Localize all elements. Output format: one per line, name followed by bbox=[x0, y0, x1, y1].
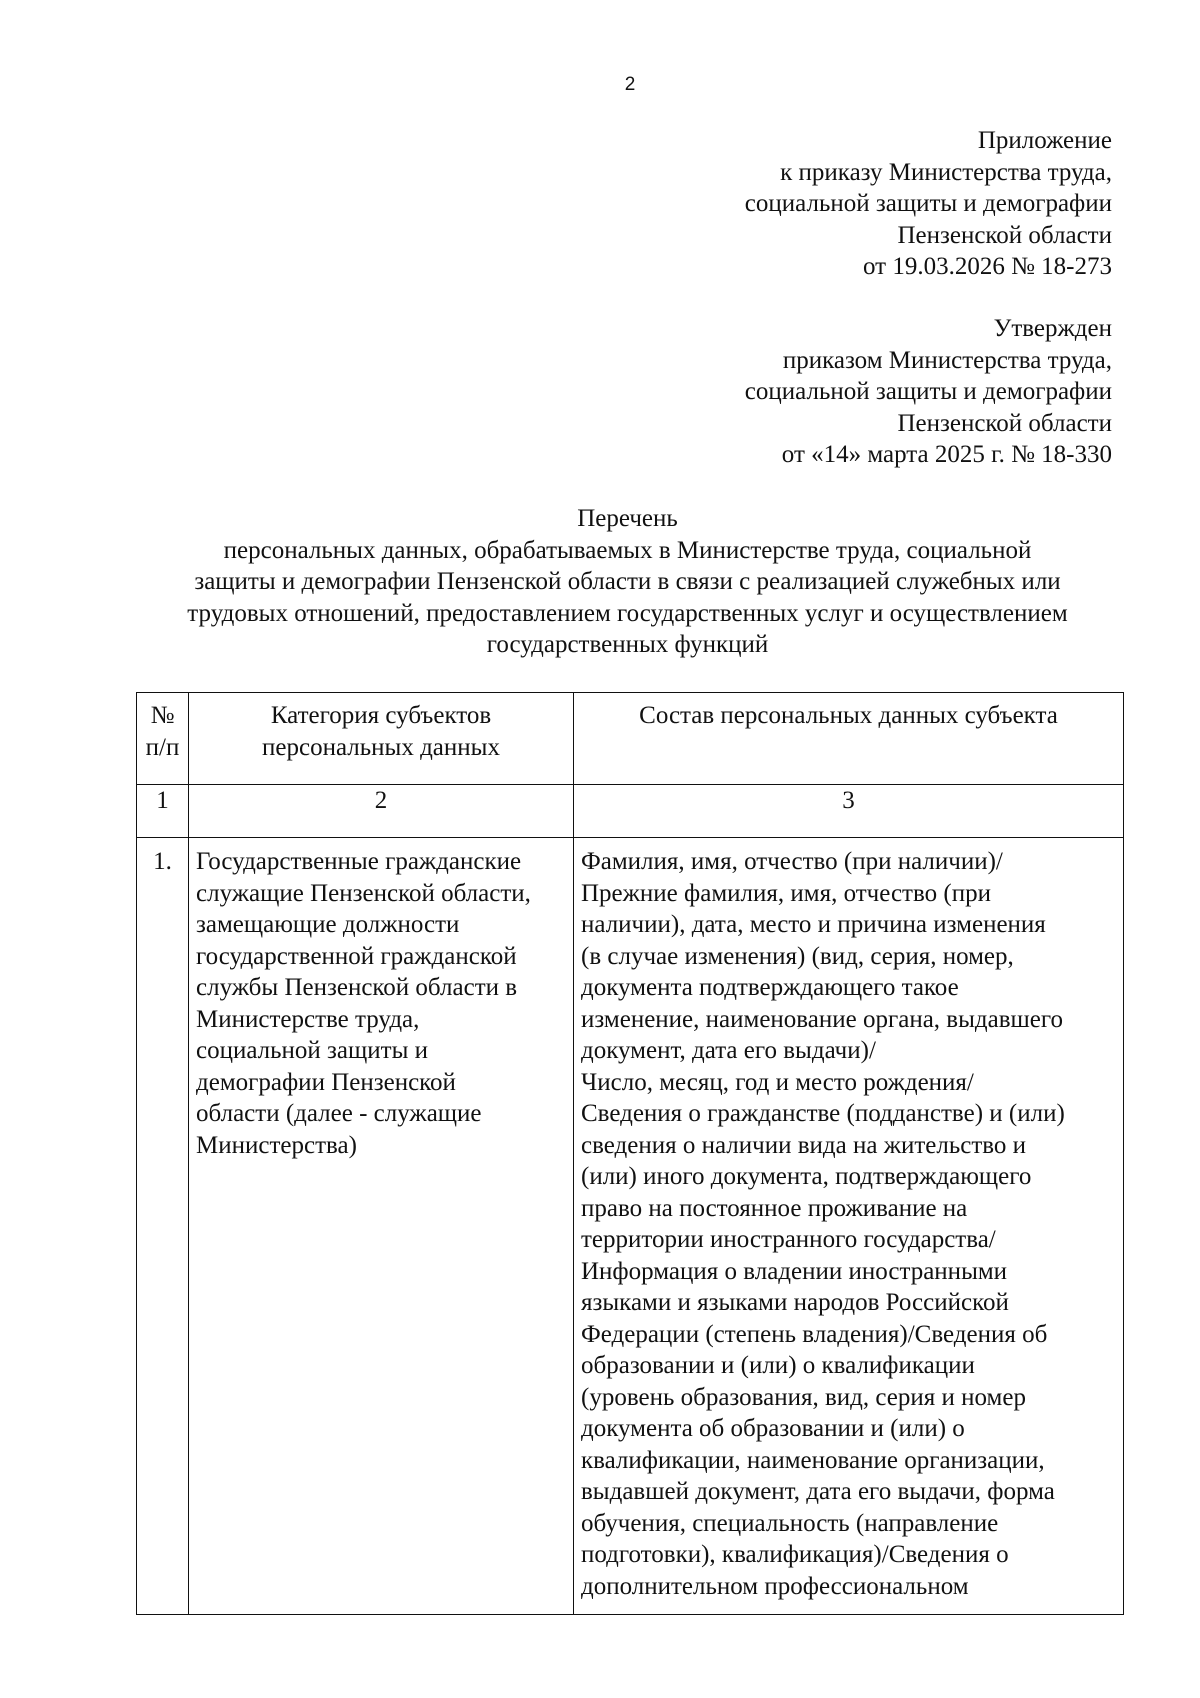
personal-data-table bbox=[136, 692, 1124, 1615]
appendix-line: от 19.03.2026 № 18-273 bbox=[862, 253, 1112, 280]
category-line: служащие Пензенской области, bbox=[196, 879, 531, 907]
composition-line: территории иностранного государства/ bbox=[581, 1226, 996, 1253]
composition-line: документ, дата его выдачи)/ bbox=[581, 1037, 876, 1064]
composition-line: обучения, специальность (направление bbox=[581, 1509, 999, 1537]
category-line: замещающие должности bbox=[196, 911, 460, 938]
composition-line: дополнительном профессиональном bbox=[581, 1572, 969, 1600]
composition-line: квалификации, наименование организации, bbox=[581, 1446, 1045, 1474]
category-line: Министерстве труда, bbox=[196, 1005, 420, 1033]
composition-line: языками и языками народов Российской bbox=[581, 1289, 1009, 1316]
header-category-line: Категория субъектов bbox=[270, 702, 492, 729]
title-line: государственных функций bbox=[486, 631, 769, 658]
composition-line: подготовки), квалификация)/Сведения о bbox=[581, 1541, 1009, 1568]
composition-line: Число, месяц, год и место рождения/ bbox=[581, 1068, 974, 1096]
approved-line: Утвержден bbox=[993, 315, 1112, 342]
composition-line: (уровень образования, вид, серия и номер bbox=[581, 1383, 1026, 1411]
column-number: 3 bbox=[574, 785, 1124, 838]
column-number-row bbox=[137, 785, 1124, 838]
composition-line: Фамилия, имя, отчество (при наличии)/ bbox=[581, 848, 1003, 875]
approved-line: приказом Министерства труда, bbox=[782, 346, 1112, 374]
title-line: Перечень bbox=[577, 505, 678, 532]
composition-line: право на постоянное проживание на bbox=[581, 1194, 968, 1222]
appendix-line: Пензенской области bbox=[897, 221, 1112, 249]
composition-line: образовании и (или) о квалификации bbox=[581, 1352, 975, 1379]
row-composition bbox=[574, 838, 1124, 1615]
composition-line: документа подтверждающего такое bbox=[581, 974, 959, 1001]
approved-line: от «14» марта 2025 г. № 18-330 bbox=[781, 441, 1112, 468]
appendix-block bbox=[745, 125, 1112, 283]
header-category-line: персональных данных bbox=[262, 733, 500, 761]
composition-line: наличии), дата, место и причина изменения bbox=[581, 911, 1046, 938]
composition-line: (или) иного документа, подтверждающего bbox=[581, 1163, 1032, 1190]
page-number: 2 bbox=[624, 74, 636, 95]
header-category bbox=[189, 693, 574, 785]
category-line: службы Пензенской области в bbox=[196, 974, 518, 1001]
approved-line: социальной защиты и демографии bbox=[744, 378, 1112, 405]
category-line: Министерства) bbox=[196, 1131, 357, 1159]
composition-line: выдавшей документ, дата его выдачи, форма bbox=[581, 1478, 1055, 1505]
appendix-line: к приказу Министерства труда, bbox=[780, 158, 1112, 186]
approved-block bbox=[745, 313, 1112, 471]
composition-line: изменение, наименование органа, выдавшего bbox=[581, 1005, 1063, 1033]
header-num-line: п/п bbox=[145, 733, 180, 761]
document-title bbox=[130, 503, 1125, 661]
header-num bbox=[137, 693, 189, 785]
title-line: персональных данных, обрабатываемых в Министерстве труда, социальной bbox=[223, 536, 1032, 564]
composition-line: документа об образовании и (или) о bbox=[581, 1415, 965, 1442]
column-number: 1 bbox=[137, 785, 189, 838]
column-number: 2 bbox=[189, 785, 574, 838]
appendix-line: социальной защиты и демографии bbox=[744, 190, 1112, 217]
category-line: демографии Пензенской bbox=[196, 1068, 456, 1096]
row-category bbox=[189, 838, 574, 1615]
approved-line: Пензенской области bbox=[897, 409, 1112, 437]
composition-line: Федерации (степень владения)/Сведения об bbox=[581, 1320, 1048, 1348]
header-composition bbox=[574, 693, 1124, 785]
composition-line: (в случае изменения) (вид, серия, номер, bbox=[581, 942, 1014, 970]
appendix-line: Приложение bbox=[977, 127, 1112, 154]
table-row bbox=[137, 838, 1124, 1615]
composition-line: Прежние фамилия, имя, отчество (при bbox=[581, 879, 991, 907]
composition-line: сведения о наличии вида на жительство и bbox=[581, 1131, 1027, 1159]
category-line: Государственные гражданские bbox=[196, 848, 522, 875]
header-composition-line: Состав персональных данных субъекта bbox=[639, 702, 1058, 729]
composition-line: Информация о владении иностранными bbox=[581, 1257, 1008, 1285]
composition-line: Сведения о гражданстве (подданстве) и (или) bbox=[581, 1100, 1065, 1127]
category-line: государственной гражданской bbox=[196, 942, 517, 970]
table-header-row bbox=[137, 693, 1124, 785]
row-number: 1. bbox=[137, 838, 189, 1615]
title-line: трудовых отношений, предоставлением государственных услуг и осуществлением bbox=[187, 599, 1068, 627]
header-num-line: № bbox=[150, 702, 175, 729]
category-line: области (далее - служащие bbox=[196, 1100, 482, 1127]
category-line: социальной защиты и bbox=[196, 1037, 429, 1064]
title-line: защиты и демографии Пензенской области в связи с реализацией служебных или bbox=[194, 568, 1061, 595]
